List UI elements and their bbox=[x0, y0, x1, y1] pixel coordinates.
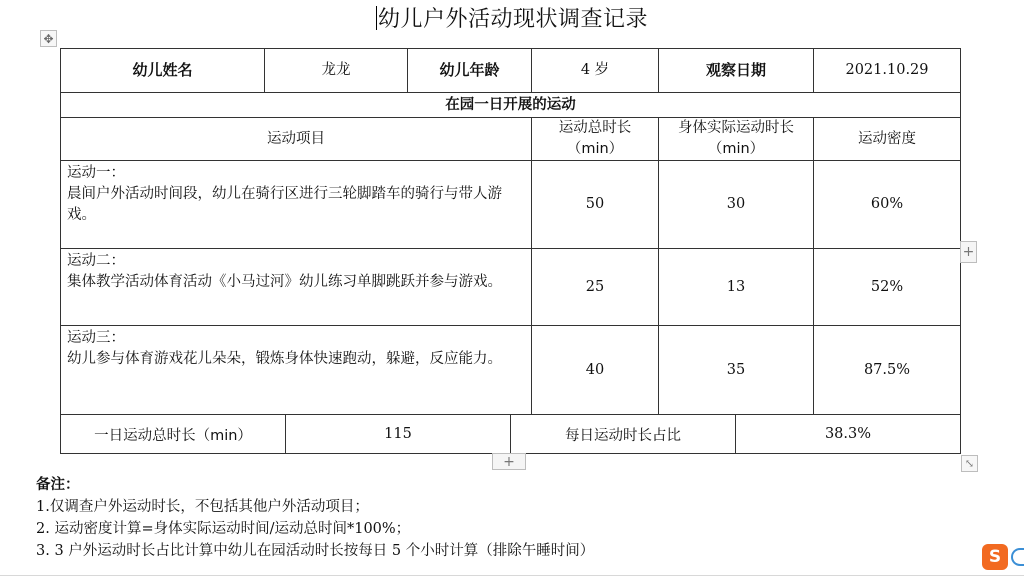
notes-section bbox=[36, 474, 594, 562]
activity-3-density[interactable]: 87.5% bbox=[814, 326, 961, 415]
activity-row-2 bbox=[61, 249, 961, 326]
activity-2-actual[interactable]: 13 bbox=[659, 249, 814, 326]
age-value[interactable]: 4 岁 bbox=[532, 49, 659, 93]
activity-3-label: 运动三： bbox=[67, 330, 125, 346]
section-title-row bbox=[61, 93, 961, 118]
activity-3-item[interactable] bbox=[61, 326, 532, 415]
add-column-plus-icon[interactable]: + bbox=[960, 241, 977, 263]
column-header-actual-line1: 身体实际运动时长 bbox=[678, 120, 794, 136]
date-label[interactable]: 观察日期 bbox=[659, 49, 814, 93]
add-row-plus-icon[interactable]: + bbox=[492, 453, 526, 470]
activity-2-density[interactable]: 52% bbox=[814, 249, 961, 326]
record-table bbox=[60, 48, 961, 415]
page-bottom-divider bbox=[0, 575, 1024, 576]
activity-row-1 bbox=[61, 161, 961, 249]
column-header-actual[interactable] bbox=[659, 118, 814, 161]
column-header-total[interactable] bbox=[532, 118, 659, 161]
table-move-handle-icon[interactable]: ✥ bbox=[40, 30, 57, 47]
column-header-density[interactable]: 运动密度 bbox=[814, 118, 961, 161]
totals-table bbox=[60, 414, 961, 454]
activity-2-item[interactable] bbox=[61, 249, 532, 326]
daily-total-label[interactable]: 一日运动总时长（min） bbox=[61, 415, 286, 454]
section-title[interactable]: 在园一日开展的运动 bbox=[61, 93, 961, 118]
totals-row bbox=[61, 415, 961, 454]
name-label[interactable]: 幼儿姓名 bbox=[61, 49, 265, 93]
column-header-total-line1: 运动总时长 bbox=[558, 120, 632, 136]
document-title[interactable] bbox=[0, 6, 1024, 34]
name-value[interactable]: 龙龙 bbox=[265, 49, 408, 93]
text-cursor bbox=[376, 6, 377, 30]
column-header-item[interactable]: 运动项目 bbox=[61, 118, 532, 161]
activity-1-density[interactable]: 60% bbox=[814, 161, 961, 249]
info-row bbox=[61, 49, 961, 93]
note-item-3[interactable]: 3. 3 户外运动时长占比计算中幼儿在园活动时长按每日 5 个小时计算（排除午睡时间） bbox=[36, 543, 595, 559]
table-resize-icon[interactable]: ⤡ bbox=[961, 455, 978, 472]
activity-1-description: 晨间户外活动时间段，幼儿在骑行区进行三轮脚踏车的骑行与带人游戏。 bbox=[67, 186, 502, 223]
note-item-2[interactable]: 2. 运动密度计算=身体实际运动时间/运动总时间*100%； bbox=[36, 521, 411, 537]
notes-title[interactable]: 备注： bbox=[36, 477, 80, 493]
activity-2-total[interactable]: 25 bbox=[532, 249, 659, 326]
activity-1-item[interactable] bbox=[61, 161, 532, 249]
age-label[interactable]: 幼儿年龄 bbox=[408, 49, 532, 93]
column-header-total-line2: （min） bbox=[566, 141, 624, 157]
ratio-value[interactable]: 38.3% bbox=[736, 415, 961, 454]
activity-1-label: 运动一： bbox=[67, 165, 125, 181]
ratio-label[interactable]: 每日运动时长占比 bbox=[511, 415, 736, 454]
activity-2-description: 集体教学活动体育活动《小马过河》幼儿练习单脚跳跃并参与游戏。 bbox=[67, 274, 502, 290]
column-header-actual-line2: （min） bbox=[707, 141, 765, 157]
date-value[interactable]: 2021.10.29 bbox=[814, 49, 961, 93]
activity-3-description: 幼儿参与体育游戏花儿朵朵，锻炼身体快速跑动，躲避，反应能力。 bbox=[67, 351, 502, 367]
activity-1-total[interactable]: 50 bbox=[532, 161, 659, 249]
activity-2-label: 运动二： bbox=[67, 253, 125, 269]
column-header-row bbox=[61, 118, 961, 161]
activity-row-3 bbox=[61, 326, 961, 415]
note-item-1[interactable]: 1.仅调查户外运动时长，不包括其他户外活动项目； bbox=[36, 499, 369, 515]
document-title-text[interactable]: 幼儿户外活动现状调查记录 bbox=[377, 7, 648, 32]
ime-logo-tail-icon bbox=[1011, 548, 1024, 566]
activity-1-actual[interactable]: 30 bbox=[659, 161, 814, 249]
activity-3-total[interactable]: 40 bbox=[532, 326, 659, 415]
ime-logo-icon[interactable]: S bbox=[982, 544, 1008, 570]
daily-total-value[interactable]: 115 bbox=[286, 415, 511, 454]
activity-3-actual[interactable]: 35 bbox=[659, 326, 814, 415]
